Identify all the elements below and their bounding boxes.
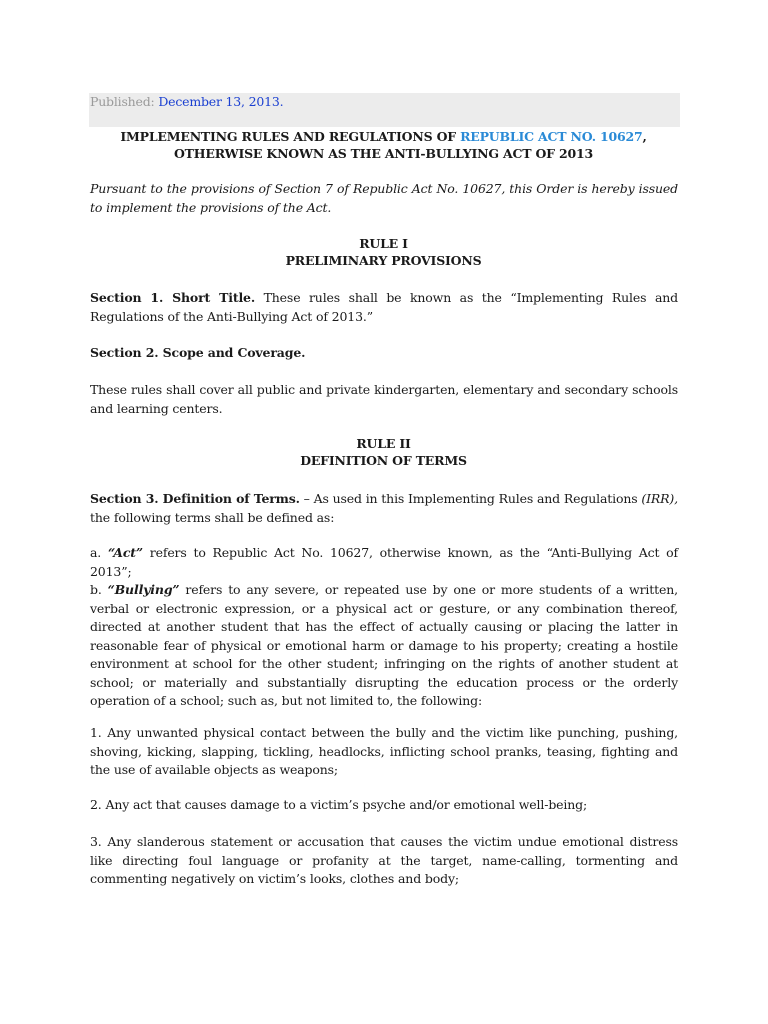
section-2-heading-text: Section 2. Scope and Coverage. — [90, 345, 306, 360]
rule-1-title: PRELIMINARY PROVISIONS — [285, 253, 482, 268]
section-3-text-a: As used in this Implementing Rules and Regulations — [313, 491, 642, 506]
section-2-text: These rules shall cover all public and private kindergarten, elementary and secondary schools and learning centers. — [90, 382, 678, 416]
section-3-heading: Section 3. Definition of Terms. — [90, 491, 300, 506]
definition-a-prefix: a. — [90, 545, 108, 560]
section-3-irr: (IRR), — [641, 491, 678, 506]
section-3 — [90, 490, 678, 527]
section-2-heading — [90, 344, 678, 363]
published-date-link[interactable]: December 13, 2013 — [158, 94, 280, 109]
definition-b-text: refers to any severe, or repeated use by one or more students of a written, verbal or electronic expression, or a physical act or gesture, or any combination thereof, directed at another student that has the effect of actually causing or placing the latter in reasonable fear of physical or emotional harm or damage to his property; creating a hostile environment at school for the other student; infringing on the rights of another student at school; or materially and substantially disrupting the education process or the orderly operation of a school; such as, but not limited to, the following: — [90, 582, 679, 708]
list-item-2: 2. Any act that causes damage to a victim’s psyche and/or emotional well-being; — [90, 797, 588, 812]
section-3-dash: – — [299, 491, 314, 506]
definition-b-term: “Bullying” — [107, 582, 180, 597]
definition-a — [90, 544, 678, 581]
title-line-1 — [89, 128, 678, 145]
definition-a-text: refers to Republic Act No. 10627, otherwise known, as the “Anti-Bullying Act of 2013”; — [90, 545, 679, 579]
list-item-1: 1. Any unwanted physical contact between the bully and the victim like punching, pushing, shoving, kicking, slapping, tickling, headlocks, inflicting school pranks, teasing, fighting and the use of available objects as weapons; — [90, 725, 678, 777]
definition-b — [90, 581, 678, 711]
published-label: Published: — [90, 94, 155, 109]
published-line — [90, 94, 283, 109]
title-line-1-text: IMPLEMENTING RULES AND REGULATIONS OF — [120, 129, 461, 144]
list-item-3: 3. Any slanderous statement or accusation that causes the victim undue emotional distress like directing foul language or profanity at the target, name-calling, tormenting and commenting negatively on victim’s looks, clothes and body; — [90, 834, 678, 886]
rule-2-number: RULE II — [356, 436, 411, 451]
definition-a-term: “Act” — [107, 545, 143, 560]
section-1 — [90, 289, 678, 326]
rule-1-number: RULE I — [359, 236, 408, 251]
title-line-2: OTHERWISE KNOWN AS THE ANTI-BULLYING ACT OF 2013 — [173, 146, 594, 161]
rule-1-heading — [89, 235, 678, 269]
rule-2-heading — [89, 435, 678, 469]
rule-2-title: DEFINITION OF TERMS — [300, 453, 467, 468]
published-trail: . — [279, 94, 284, 109]
republic-act-link[interactable]: REPUBLIC ACT NO. 10627 — [460, 129, 643, 144]
section-1-text: These rules shall be known as the “Implementing Rules and Regulations of the Anti-Bullying Act of 2013.” — [90, 290, 678, 324]
definition-b-prefix: b. — [90, 582, 108, 597]
section-3-text-b: the following terms shall be defined as: — [90, 509, 335, 525]
title-line-1-suffix: , — [642, 129, 647, 144]
preamble: Pursuant to the provisions of Section 7 of Republic Act No. 10627, this Order is hereby issued to implement the provisions of the Act. — [90, 181, 678, 215]
section-1-heading: Section 1. Short Title. — [90, 290, 256, 305]
document-title — [89, 128, 678, 162]
